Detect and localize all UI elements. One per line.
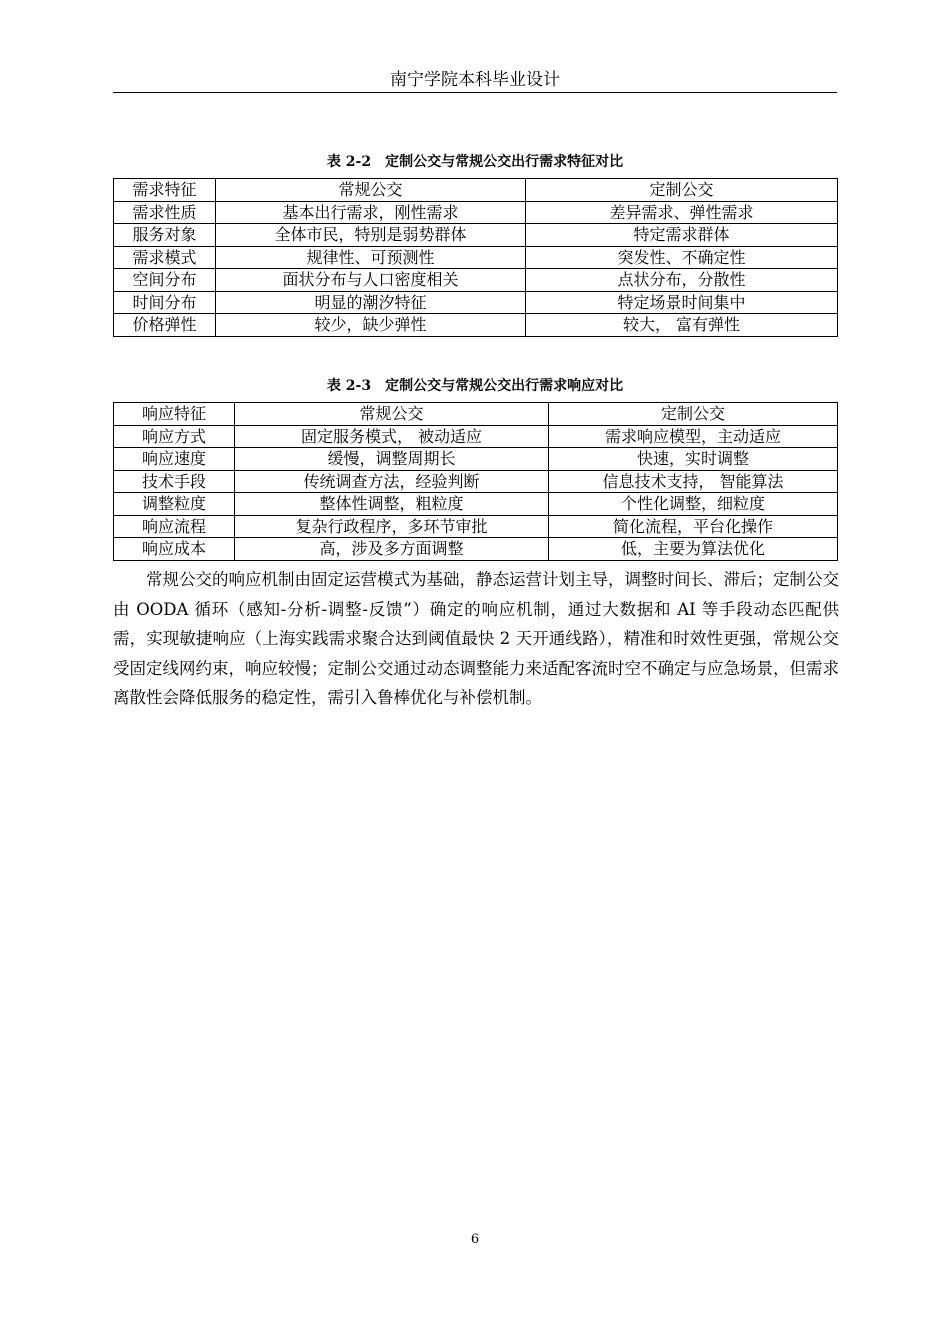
- table-cell: 规律性、可预测性: [216, 246, 526, 269]
- table-cell: 价格弹性: [114, 314, 216, 337]
- table-cell: 固定服务模式， 被动适应: [235, 425, 549, 448]
- table-caption: [113, 376, 837, 396]
- table-cell: 调整粒度: [114, 493, 235, 516]
- table-row: [114, 291, 838, 314]
- table-cell: 面状分布与人口密度相关: [216, 269, 526, 292]
- column-header: 常规公交: [235, 403, 549, 426]
- table-cell: 响应方式: [114, 425, 235, 448]
- column-header: 常规公交: [216, 179, 526, 202]
- column-header: 需求特征: [114, 179, 216, 202]
- table-cell: 明显的潮汐特征: [216, 291, 526, 314]
- table-title: 定制公交与常规公交出行需求特征对比: [385, 154, 624, 170]
- table-cell: 需求模式: [114, 246, 216, 269]
- table-row: [114, 224, 838, 247]
- table-row: [114, 201, 838, 224]
- table-row: [114, 448, 838, 471]
- body-paragraph: 常规公交的响应机制由固定运营模式为基础，静态运营计划主导，调整时间长、滞后；定制公交由 OODA 循环（感知-分析-调整-反馈”）确定的响应机制，通过大数据和 AI 等手段动态匹配供需，实现敏捷响应（上海实践需求聚合达到阈值最快 2 天开通线路），精准和时效性更强，常规公交受固定线网约束，响应较慢；定制公交通过动态调整能力来适配客流时空不确定与应急场景，但需求离散性会降低服务的稳定性，需引入鲁棒优化与补偿机制。: [113, 570, 839, 707]
- table-cell: 技术手段: [114, 470, 235, 493]
- table-cell: 缓慢，调整周期长: [235, 448, 549, 471]
- column-header: 定制公交: [549, 403, 838, 426]
- table-cell: 整体性调整，粗粒度: [235, 493, 549, 516]
- table-header-row: [114, 403, 838, 426]
- column-header: 定制公交: [526, 179, 838, 202]
- table-row: [114, 493, 838, 516]
- table-cell: 差异需求、弹性需求: [526, 201, 838, 224]
- table-cell: 突发性、不确定性: [526, 246, 838, 269]
- page-number: 6: [470, 1232, 480, 1247]
- table-caption: [113, 152, 837, 172]
- table-number: 表 2-2: [326, 154, 372, 170]
- table-number: 表 2-3: [326, 378, 372, 394]
- table-cell: 基本出行需求，刚性需求: [216, 201, 526, 224]
- table-cell: 快速，实时调整: [549, 448, 838, 471]
- table-cell: 需求响应模型，主动适应: [549, 425, 838, 448]
- column-header: 响应特征: [114, 403, 235, 426]
- table-cell: 特定场景时间集中: [526, 291, 838, 314]
- table-cell: 点状分布，分散性: [526, 269, 838, 292]
- table-cell: 响应速度: [114, 448, 235, 471]
- table-header-row: [114, 179, 838, 202]
- table-title: 定制公交与常规公交出行需求响应对比: [385, 378, 624, 394]
- table-row: [114, 538, 838, 561]
- table-cell: 个性化调整，细粒度: [549, 493, 838, 516]
- table-cell: 特定需求群体: [526, 224, 838, 247]
- demand-response-table: [113, 402, 838, 561]
- demand-characteristics-table: [113, 178, 838, 337]
- table-row: [114, 314, 838, 337]
- table-cell: 响应成本: [114, 538, 235, 561]
- table-cell: 较少，缺少弹性: [216, 314, 526, 337]
- table-cell: 响应流程: [114, 515, 235, 538]
- table-cell: 简化流程，平台化操作: [549, 515, 838, 538]
- table-cell: 需求性质: [114, 201, 216, 224]
- table-cell: 时间分布: [114, 291, 216, 314]
- table-cell: 空间分布: [114, 269, 216, 292]
- table-cell: 全体市民，特别是弱势群体: [216, 224, 526, 247]
- table-row: [114, 470, 838, 493]
- table-row: [114, 246, 838, 269]
- table-cell: 较大， 富有弹性: [526, 314, 838, 337]
- table-cell: 服务对象: [114, 224, 216, 247]
- table-cell: 信息技术支持， 智能算法: [549, 470, 838, 493]
- table-cell: 低，主要为算法优化: [549, 538, 838, 561]
- table-row: [114, 515, 838, 538]
- page-header: 南宁学院本科毕业设计: [113, 68, 837, 93]
- table-row: [114, 425, 838, 448]
- table-cell: 传统调查方法，经验判断: [235, 470, 549, 493]
- table-cell: 高，涉及多方面调整: [235, 538, 549, 561]
- table-row: [114, 269, 838, 292]
- table-cell: 复杂行政程序，多环节审批: [235, 515, 549, 538]
